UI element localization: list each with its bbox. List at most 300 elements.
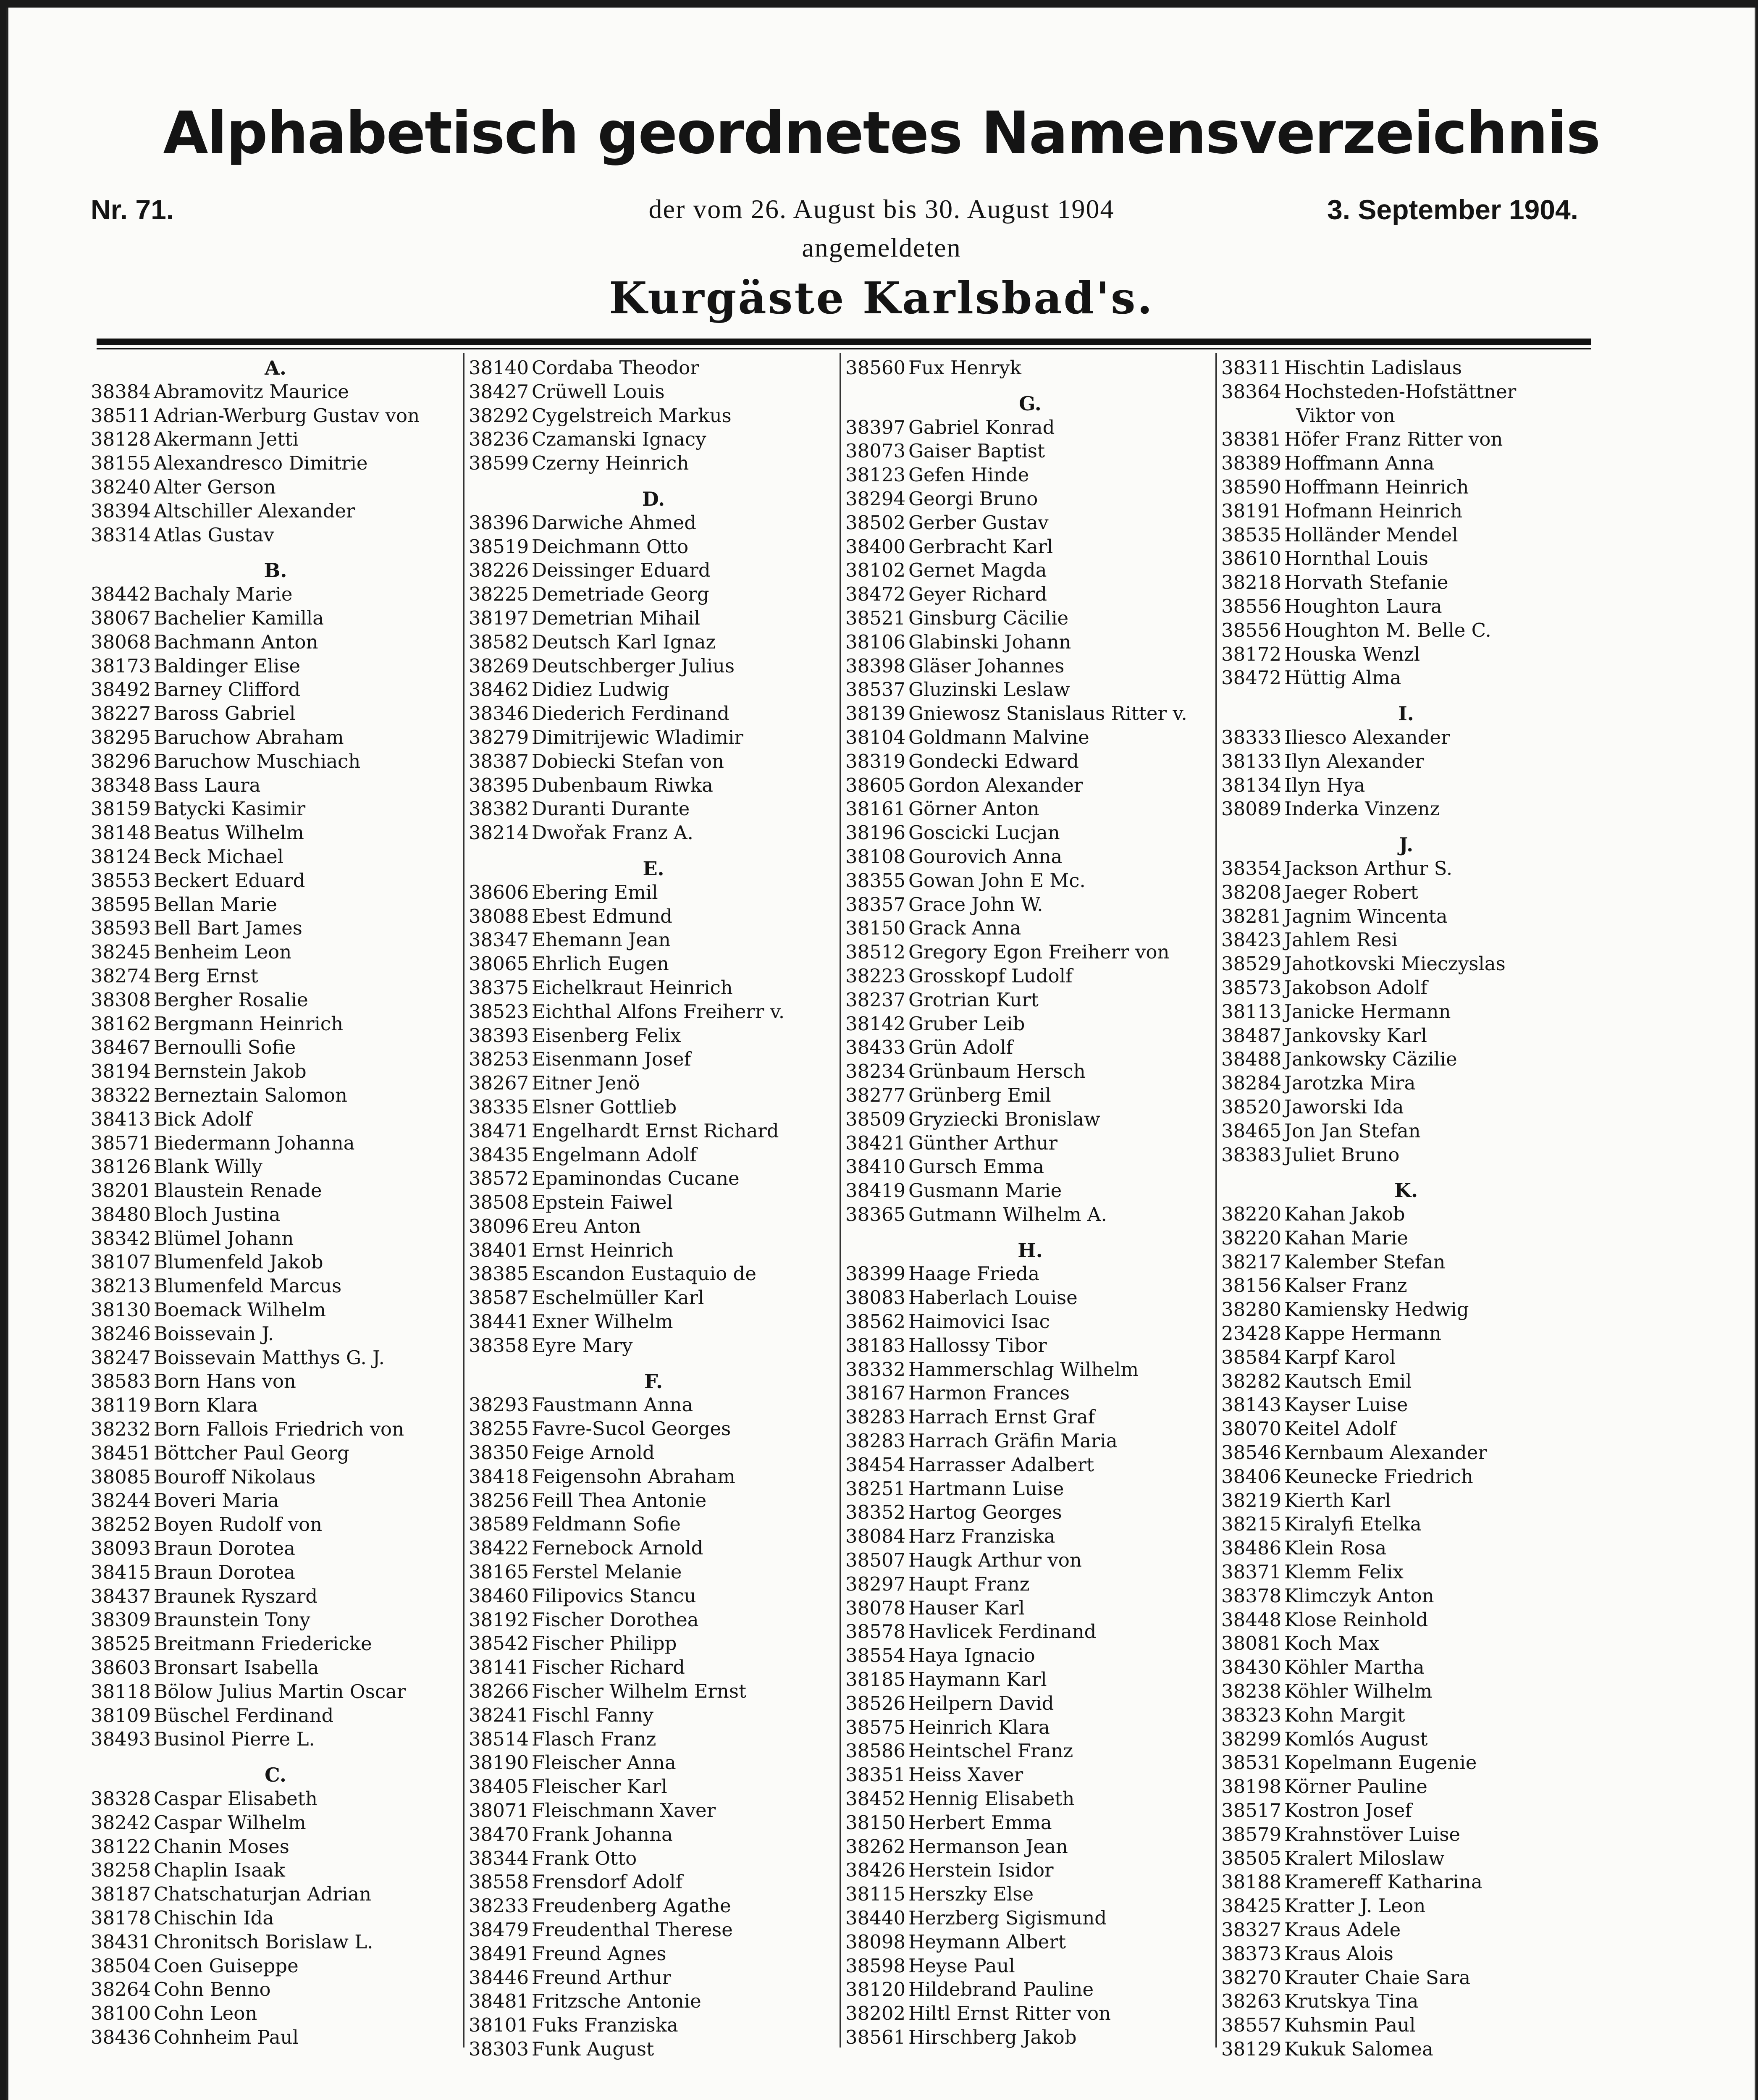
guest-name: Kostron Josef [1284,1799,1412,1822]
guest-entry [1221,1393,1591,1417]
guest-number: 38430 [1221,1656,1282,1679]
guest-number: 38167 [845,1382,906,1404]
letter-heading: I. [1398,702,1414,725]
guest-name: Alexandresco Dimitrie [154,452,368,475]
section-gap [91,547,460,559]
guest-entry [1221,905,1591,929]
guest-name: Haymann Karl [908,1668,1047,1691]
guest-entry [91,1155,460,1179]
guest-name: Caspar Elisabeth [154,1788,317,1810]
guest-entry [469,583,838,606]
guest-number: 38067 [91,606,151,629]
guest-name: Gerber Gustav [908,511,1049,534]
letter-heading: G. [1019,392,1042,415]
guest-number: 38471 [469,1119,529,1142]
guest-entry [845,1179,1215,1203]
guest-entry [91,1489,460,1513]
guest-number: 38537 [845,678,906,701]
guest-name: Grün Adolf [908,1036,1013,1059]
guest-entry [845,1716,1215,1740]
guest-name: Boveri Maria [154,1489,279,1512]
guest-number: 38371 [1221,1561,1282,1583]
guest-name: Cohnheim Paul [154,2026,299,2048]
guest-entry [469,1512,838,1536]
guest-entry [845,1501,1215,1525]
guest-number: 38593 [91,917,151,940]
guest-entry [469,428,838,452]
guest-number: 38582 [469,630,529,653]
guest-name: Blaustein Renade [154,1179,322,1202]
guest-number: 38535 [1221,523,1282,546]
guest-name: Feill Thea Antonie [532,1489,707,1512]
guest-name: Grünbaum Hersch [908,1060,1086,1083]
guest-name: Kahan Marie [1284,1226,1408,1249]
guest-name: Darwiche Ahmed [532,511,697,534]
guest-entry [845,1811,1215,1835]
guest-entry [1221,1274,1591,1298]
guest-entry [469,1441,838,1465]
guest-number: 38583 [91,1370,151,1393]
guest-name: Braunek Ryszard [154,1585,318,1607]
guest-entry [845,940,1215,964]
guest-entry [845,356,1215,380]
guest-entry [1221,643,1591,667]
guest-number: 38218 [1221,571,1282,594]
guest-entry [91,1227,460,1251]
guest-number: 38220 [1221,1226,1282,1249]
guest-entry [91,1465,460,1489]
guest-name: Ehrlich Eugen [532,953,669,975]
guest-entry [91,1537,460,1561]
name-column-3 [845,356,1215,2050]
guest-number: 38244 [91,1489,151,1512]
guest-name: Duranti Durante [532,798,690,820]
section-gap [469,1358,838,1370]
guest-number: 38294 [845,487,906,510]
guest-entry [1221,1047,1591,1071]
guest-entry [469,1095,838,1119]
guest-name: Hennig Elisabeth [908,1788,1075,1810]
guest-name: Fuks Franziska [532,2014,678,2037]
guest-number: 38277 [845,1084,906,1106]
guest-number: 38418 [469,1465,529,1488]
guest-name: Biedermann Johanna [154,1131,355,1154]
guest-number: 38296 [91,750,151,772]
guest-number: 38410 [845,1155,906,1178]
guest-entry [1221,523,1591,547]
guest-name: Heinrich Klara [908,1716,1050,1738]
guest-entry [91,1906,460,1930]
guest-entry [91,964,460,988]
guest-entry [469,1894,838,1918]
guest-number: 38139 [845,702,906,725]
guest-name: Kraus Alois [1284,1942,1393,1965]
guest-name: Funk August [532,2037,654,2060]
guest-name: Jarotzka Mira [1284,1072,1416,1095]
guest-number: 38255 [469,1418,529,1440]
guest-entry [469,380,838,404]
guest-entry [91,1394,460,1418]
guest-number: 38557 [1221,2014,1282,2037]
guest-number: 38398 [845,654,906,677]
guest-number: 38509 [845,1108,906,1130]
guest-entry [469,797,838,821]
guest-number: 38085 [91,1465,151,1488]
guest-entry [845,1262,1215,1286]
guest-entry [845,1739,1215,1763]
guest-entry [469,702,838,726]
guest-name: Ilyn Hya [1284,774,1365,796]
guest-number: 38442 [91,583,151,606]
guest-name: Jakobson Adolf [1284,976,1427,999]
guest-entry [1221,380,1591,404]
guest-number: 38327 [1221,1919,1282,1941]
guest-entry [1221,499,1591,523]
guest-name: Kuhsmin Paul [1284,2014,1416,2037]
guest-name: Engelhardt Ernst Richard [532,1119,779,1142]
guest-entry [845,1131,1215,1155]
guest-entry [845,1763,1215,1787]
guest-number: 38104 [845,726,906,748]
guest-name: Hofmann Heinrich [1284,499,1463,522]
guest-entry [1221,1024,1591,1048]
guest-entry [1221,1751,1591,1775]
guest-name: Filipovics Stancu [532,1584,696,1607]
guest-name: Faustmann Anna [532,1394,693,1416]
guest-entry [91,1346,460,1370]
guest-name: Epaminondas Cucane [532,1167,740,1190]
guest-entry [91,1036,460,1060]
guest-number: 38440 [845,1907,906,1929]
guest-name: Gourovich Anna [908,845,1063,868]
guest-name: Hartog Georges [908,1501,1062,1524]
guest-entry [1221,1000,1591,1024]
guest-entry [469,1536,838,1560]
guest-entry [845,1310,1215,1334]
guest-number: 38263 [1221,1990,1282,2013]
guest-number: 38400 [845,535,906,558]
guest-name: Beck Michael [154,845,283,868]
guest-number: 38191 [1221,499,1282,522]
guest-name: Eitner Jenö [532,1072,640,1095]
guest-number: 38108 [845,845,906,868]
guest-name: Bachaly Marie [154,583,293,606]
guest-entry [91,1704,460,1728]
guest-number: 38308 [91,988,151,1011]
guest-name: Bergmann Heinrich [154,1012,344,1035]
guest-entry [1221,2013,1591,2037]
guest-entry [845,1036,1215,1060]
guest-number: 38148 [91,822,151,844]
guest-entry [91,940,460,964]
guest-name: Herszky Else [908,1883,1034,1906]
guest-name: Fleischer Karl [532,1775,667,1798]
guest-entry [469,654,838,678]
guest-entry [845,511,1215,535]
guest-name: Bernstein Jakob [154,1060,307,1083]
guest-name: Freund Agnes [532,1942,666,1965]
guest-entry [91,750,460,774]
guest-number: 38435 [469,1143,529,1166]
guest-entry [1221,1870,1591,1894]
guest-number: 38292 [469,404,529,427]
guest-entry [91,774,460,798]
guest-entry [469,1656,838,1680]
guest-number: 38192 [469,1608,529,1631]
guest-entry [91,1561,460,1585]
guest-name: Ebering Emil [532,881,658,903]
guest-name: Barney Clifford [154,678,301,701]
guest-name: Günther Arthur [908,1131,1057,1154]
guest-number: 38150 [845,1811,906,1834]
guest-number: 38397 [845,416,906,438]
guest-entry [469,559,838,583]
guest-name: Krauter Chaie Sara [1284,1966,1471,1989]
guest-name: Bölow Julius Martin Oscar [154,1680,406,1703]
guest-number: 38531 [1221,1751,1282,1774]
guest-number: 38347 [469,929,529,951]
guest-name: Hochsteden-Hofstättner [1284,380,1517,403]
guest-entry [1221,1536,1591,1560]
guest-name: Breitmann Friedericke [154,1633,372,1655]
guest-number: 38107 [91,1251,151,1273]
guest-number: 38201 [91,1179,151,1202]
guest-name: Körner Pauline [1284,1775,1427,1798]
guest-entry [1221,1489,1591,1513]
guest-name: Grace John W. [908,893,1043,916]
guest-entry [1221,1608,1591,1632]
guest-name: Eichelkraut Heinrich [532,976,733,999]
guest-entry [845,630,1215,654]
guest-name: Businol Pierre L. [154,1728,315,1751]
guest-number: 38240 [91,475,151,498]
guest-entry [469,1799,838,1823]
guest-name: Chischin Ida [154,1907,274,1929]
guest-name: Chatschaturjan Adrian [154,1883,372,1906]
guest-number: 38270 [1221,1966,1282,1989]
guest-number: 38299 [1221,1727,1282,1750]
guest-entry [469,1417,838,1441]
guest-number: 38319 [845,750,906,772]
guest-number: 38517 [1221,1799,1282,1822]
guest-number: 38236 [469,428,529,451]
guest-entry [1221,1632,1591,1656]
guest-name: Gordon Alexander [908,774,1083,796]
guest-name: Gernet Magda [908,559,1047,582]
guest-name: Benheim Leon [154,941,292,963]
column-divider [1215,353,1217,2048]
guest-number: 38123 [845,464,906,486]
guest-number: 38387 [469,750,529,772]
guest-name: Caspar Wilhelm [154,1811,306,1834]
guest-name: Czerny Heinrich [532,452,689,475]
guest-entry [1221,1095,1591,1119]
letter-heading: E. [643,857,664,880]
guest-name: Fleischmann Xaver [532,1799,716,1822]
guest-entry [1221,726,1591,750]
guest-entry [469,630,838,654]
guest-entry [469,404,838,428]
guest-name: Heymann Albert [908,1930,1066,1953]
guest-number: 38571 [91,1131,151,1154]
guest-entry [469,881,838,905]
guest-name: Hornthal Louis [1284,547,1428,570]
guest-number: 38122 [91,1835,151,1858]
guest-number: 38078 [845,1596,906,1619]
guest-number: 38460 [469,1584,529,1607]
guest-name: Iliesco Alexander [1284,726,1450,748]
guest-entry [91,1060,460,1084]
guest-number: 38355 [845,869,906,892]
guest-entry [91,1131,460,1155]
guest-entry [91,1930,460,1954]
guest-entry [845,1405,1215,1429]
guest-name: Juliet Bruno [1284,1143,1400,1166]
guest-name: Baruchow Muschiach [154,750,361,772]
guest-name: Eisenmann Josef [532,1048,691,1071]
guest-entry [469,1489,838,1513]
guest-name: Kappe Hermann [1284,1322,1441,1345]
guest-number: 38155 [91,452,151,475]
guest-name: Czamanski Ignacy [532,428,706,451]
guest-entry [845,988,1215,1012]
guest-number: 38303 [469,2037,529,2060]
guest-entry [1221,1560,1591,1584]
guest-name: Ereu Anton [532,1215,641,1237]
guest-number: 38274 [91,964,151,987]
guest-name: Engelmann Adolf [532,1143,697,1166]
guest-number: 38448 [1221,1608,1282,1631]
guest-entry [845,1108,1215,1131]
guest-entry [469,1608,838,1632]
guest-name: Kiralyfi Etelka [1284,1513,1422,1536]
issue-date: 3. September 1904. [1327,194,1578,225]
guest-name: Dobiecki Stefan von [532,750,724,772]
section-gap [469,845,838,857]
guest-number: 38332 [845,1358,906,1381]
guest-entry [91,1418,460,1441]
guest-entry [1221,1847,1591,1871]
guest-number: 38578 [845,1620,906,1643]
guest-name: Boissevain J. [154,1322,274,1345]
guest-number: 38393 [469,1024,529,1047]
guest-name: Dubenbaum Riwka [532,774,713,796]
guest-entry [91,1585,460,1609]
guest-name: Kralert Miloslaw [1284,1847,1445,1869]
guest-name: Bass Laura [154,774,261,796]
guest-entry [845,678,1215,702]
section-gap [845,380,1215,392]
guest-name: Kukuk Salomea [1284,2037,1433,2060]
guest-entry [845,1060,1215,1084]
guest-entry [91,678,460,702]
guest-number: 38208 [1221,881,1282,903]
guest-number: 38357 [845,893,906,916]
guest-entry [1221,2037,1591,2061]
guest-entry [469,452,838,475]
guest-number: 38129 [1221,2037,1282,2060]
guest-entry [845,487,1215,511]
guest-name: Kernbaum Alexander [1284,1441,1487,1464]
guest-number: 38433 [845,1036,906,1059]
guest-name: Cordaba Theodor [532,357,699,379]
guest-entry [1221,774,1591,798]
guest-name: Frank Otto [532,1847,637,1869]
guest-entry [469,1727,838,1751]
guest-entry [469,606,838,630]
guest-name: Crüwell Louis [532,380,665,403]
guest-name: Heilpern David [908,1692,1054,1714]
guest-entry [1221,1071,1591,1095]
guest-name: Dimitrijewic Wladimir [532,726,743,748]
guest-number: 38156 [1221,1274,1282,1297]
guest-name: Epstein Faiwel [532,1191,673,1214]
guest-entry [845,416,1215,440]
issue-number: Nr. 71. [91,194,174,225]
guest-name: Gabriel Konrad [908,416,1055,438]
guest-entry [91,869,460,893]
guest-number: 38246 [91,1322,151,1345]
guest-name: Glabinski Johann [908,630,1071,653]
guest-name: Fischer Philipp [532,1632,677,1655]
guest-entry [845,1572,1215,1596]
guest-name: Bloch Justina [154,1203,281,1226]
guest-name: Hauser Karl [908,1596,1025,1619]
guest-entry [469,1990,838,2013]
guest-number: 38173 [91,654,151,677]
guest-entry [469,1847,838,1871]
guest-number: 38556 [1221,619,1282,641]
guest-name: Favre-Sucol Georges [532,1418,731,1440]
guest-name: Demetrian Mihail [532,606,701,629]
guest-number: 38119 [91,1394,151,1417]
name-column-1 [91,356,460,2050]
guest-entry [91,428,460,452]
guest-entry [1221,1250,1591,1274]
guest-entry [91,452,460,475]
guest-name: Braun Dorotea [154,1561,295,1583]
guest-name: Herstein Isidor [908,1859,1054,1882]
guest-name: Ernst Heinrich [532,1239,674,1261]
guest-number: 38507 [845,1549,906,1572]
guest-entry [1221,428,1591,452]
guest-entry [91,845,460,869]
guest-number: 38109 [91,1704,151,1727]
guest-entry [1221,547,1591,571]
guest-entry [1221,750,1591,774]
guest-name: Akermann Jetti [154,428,299,451]
guest-entry [91,654,460,678]
guest-entry [1221,1298,1591,1322]
guest-entry [91,1179,460,1203]
guest-number: 38185 [845,1668,906,1691]
section-gap [845,1227,1215,1239]
guest-name: Krutskya Tina [1284,1990,1419,2013]
section-gap [469,475,838,487]
guest-name: Feige Arnold [532,1441,655,1464]
guest-entry [91,1608,460,1632]
guest-number: 38102 [845,559,906,582]
guest-entry [469,1191,838,1215]
guest-number: 38159 [91,798,151,820]
guest-entry [469,1286,838,1310]
guest-name: Hammerschlag Wilhelm [908,1358,1139,1381]
guest-name: Grünberg Emil [908,1084,1051,1106]
guest-name: Janicke Hermann [1284,1000,1451,1023]
guest-entry [845,726,1215,750]
guest-entry [91,1084,460,1108]
guest-name: Adrian-Werburg Gustav von [154,404,420,427]
